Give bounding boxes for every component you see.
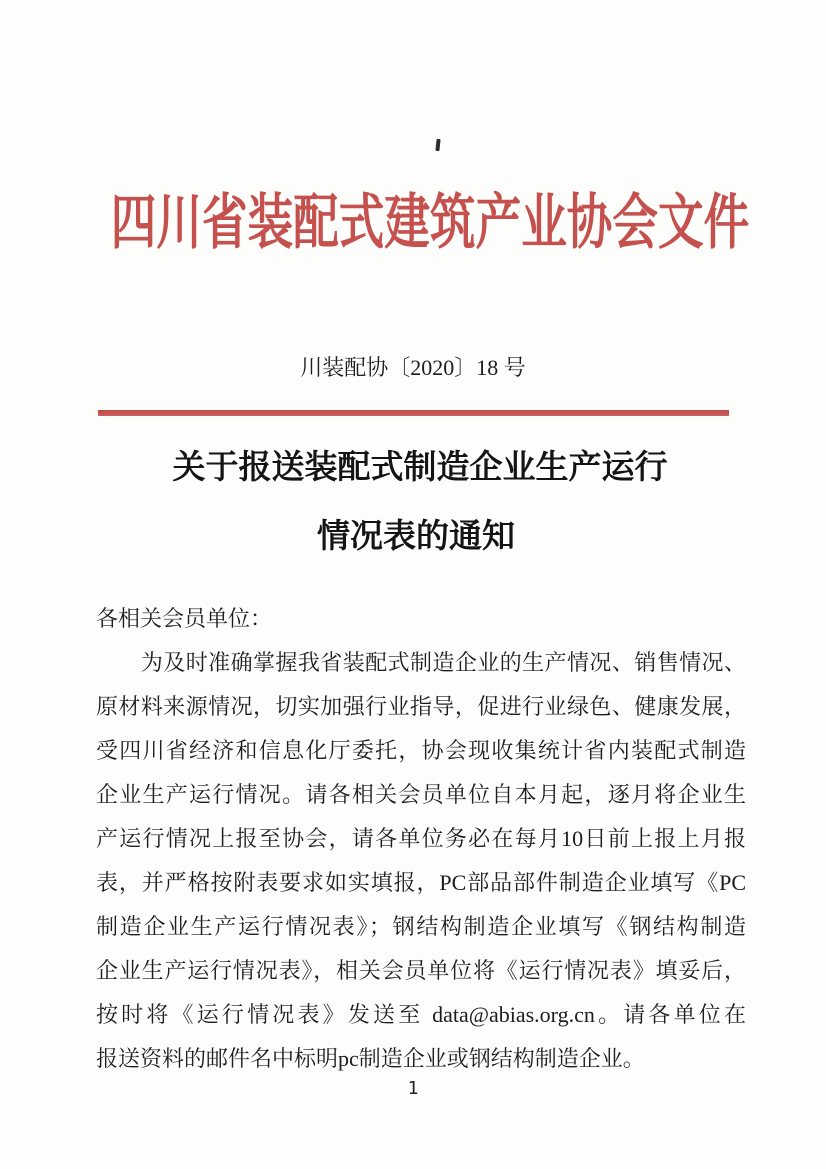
body-line: 企业生产运行情况。请各相关会员单位自本月起，逐月将企业生 (96, 782, 746, 807)
org-masthead (10, 192, 826, 254)
page-number: 1 (407, 1078, 419, 1099)
document-body (96, 597, 746, 1081)
document-title-line2: 情况表的通知 (317, 519, 515, 555)
body-line: 为及时准确掌握我省装配式制造企业的生产情况、销售情况、 (96, 650, 746, 675)
body-line: 原材料来源情况，切实加强行业指导，促进行业绿色、健康发展， (96, 694, 746, 719)
salutation-line: 各相关会员单位： (96, 606, 273, 631)
document-number: 川装配协〔2020〕18 号 (300, 355, 526, 380)
document-title-line1: 关于报送装配式制造企业生产运行 (172, 450, 668, 486)
body-line: 制造企业生产运行情况表》；钢结构制造企业填写《钢结构制造 (96, 914, 746, 939)
org-masthead-text: 四川省装配式建筑产业协会文件 (110, 190, 750, 256)
scan-artifact-mark (435, 139, 440, 151)
body-line: 企业生产运行情况表》，相关会员单位将《运行情况表》填妥后， (96, 958, 746, 983)
body-line: 受四川省经济和信息化厅委托，协会现收集统计省内装配式制造 (96, 738, 746, 763)
body-line: 表，并严格按附表要求如实填报，PC部品部件制造企业填写《PC (96, 870, 746, 895)
body-line-email: 按时将《运行情况表》发送至 data@abias.org.cn。请各单位在 (96, 1002, 746, 1027)
body-line-last: 报送资料的邮件名中标明pc制造企业或钢结构制造企业。 (96, 1046, 645, 1071)
body-line: 产运行情况上报至协会，请各单位务必在每月10日前上报上月报 (96, 826, 746, 851)
red-divider-rule (98, 410, 729, 416)
